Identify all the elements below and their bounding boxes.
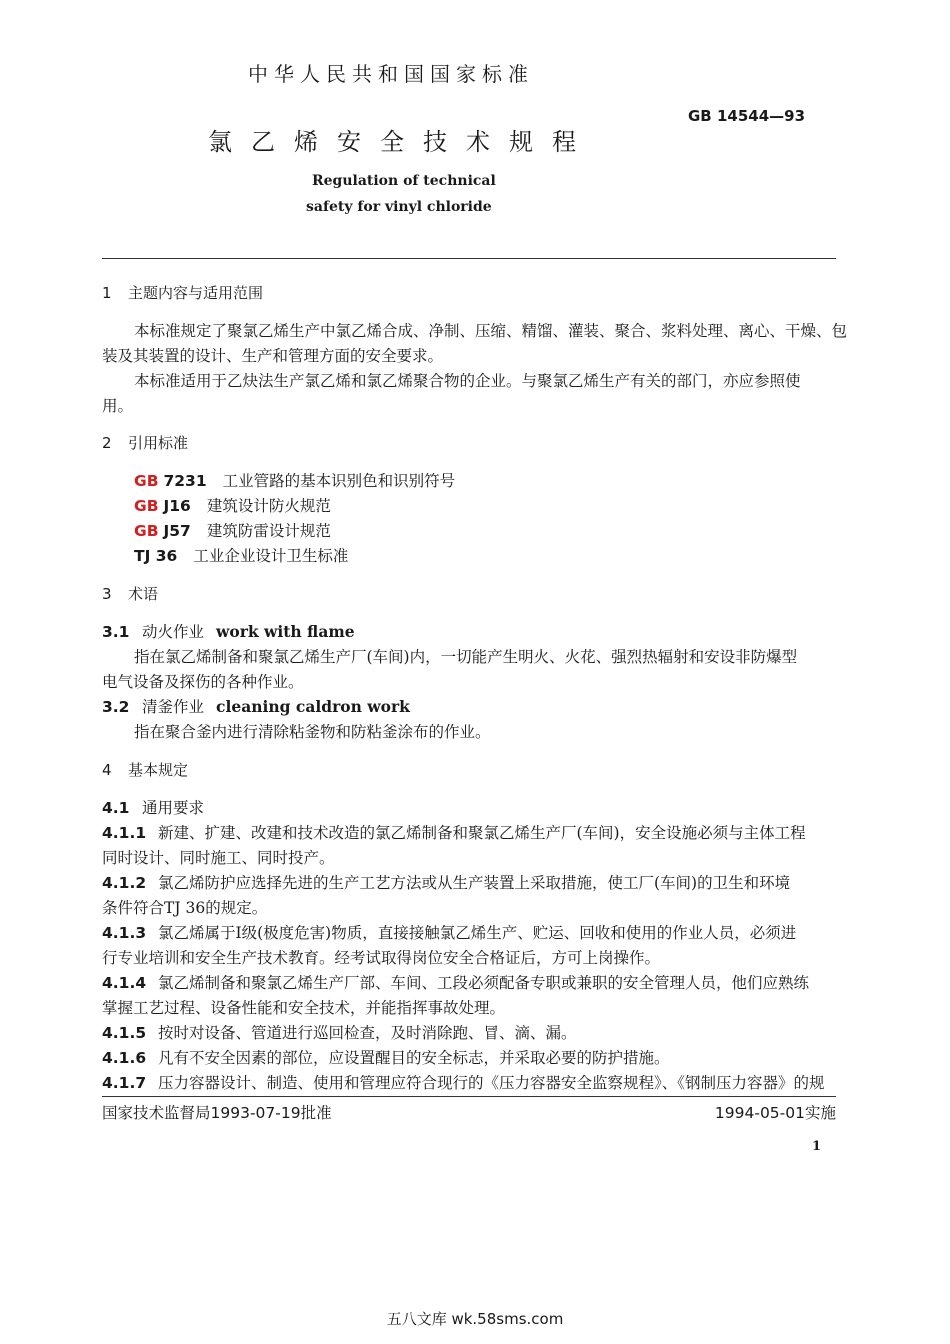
reference-item xyxy=(134,494,331,516)
reference-item xyxy=(134,519,331,541)
clause-text: 凡有不安全因素的部位，应设置醒目的安全标志，并采取必要的防护措施。 xyxy=(158,1049,670,1067)
page-number: 1 xyxy=(812,1139,822,1154)
clause-number: 4.1.4 xyxy=(102,974,147,992)
reference-item xyxy=(134,469,455,491)
clause-4-1-6 xyxy=(102,1046,670,1068)
reference-prefix: GB xyxy=(134,522,159,540)
section-title: 引用标准 xyxy=(128,434,189,452)
section-number: 2 xyxy=(102,434,112,452)
reference-item xyxy=(134,544,348,566)
clause-4-1-3-line-1 xyxy=(102,921,796,943)
clause-4-1-1-line-2: 同时设计、同时施工、同时投产。 xyxy=(102,849,335,867)
clause-text: 按时对设备、管道进行巡回检查，及时消除跑、冒、滴、漏。 xyxy=(158,1024,577,1042)
implementation-date: 1994-05-01实施 xyxy=(714,1104,836,1122)
standard-code: GB 14544—93 xyxy=(688,107,806,125)
reference-title: 工业管路的基本识别色和识别符号 xyxy=(222,472,456,490)
term-3-2-definition-line-1: 指在聚合釜内进行清除粘釜物和防粘釜涂布的作业。 xyxy=(134,723,491,741)
section-title: 术语 xyxy=(128,585,159,603)
section-1-paragraph-1-line-1: 本标准规定了聚氯乙烯生产中氯乙烯合成、净制、压缩、精馏、灌装、聚合、浆料处理、离心、干燥、包 xyxy=(134,322,848,340)
header-divider xyxy=(102,258,836,259)
clause-number: 4.1.5 xyxy=(102,1024,147,1042)
section-3-heading xyxy=(102,583,158,604)
clause-number: 4.1.1 xyxy=(102,824,147,842)
clause-4-1-4-line-1 xyxy=(102,971,809,993)
subsection-4-1-heading xyxy=(102,796,204,818)
term-3-1-definition-line-1: 指在氯乙烯制备和聚氯乙烯生产厂(车间)内，一切能产生明火、火花、强烈热辐射和安设非防爆型 xyxy=(134,648,798,666)
footer-divider xyxy=(102,1096,836,1097)
reference-prefix: GB xyxy=(134,497,159,515)
term-en: cleaning caldron work xyxy=(216,697,410,716)
reference-title: 建筑防雷设计规范 xyxy=(206,522,331,540)
clause-4-1-2-line-2: 条件符合TJ 36的规定。 xyxy=(102,899,268,917)
term-number: 3.2 xyxy=(102,698,130,716)
term-number: 3.1 xyxy=(102,623,130,641)
section-number: 1 xyxy=(102,284,112,302)
clause-text: 氯乙烯防护应选择先进的生产工艺方法或从生产装置上采取措施，使工厂(车间)的卫生和环境 xyxy=(158,874,791,892)
reference-code: TJ 36 xyxy=(134,547,178,565)
reference-title: 工业企业设计卫生标准 xyxy=(193,547,349,565)
subsection-title: 通用要求 xyxy=(142,799,205,817)
national-standard-header: 中华人民共和国国家标准 xyxy=(248,62,534,86)
reference-code: J57 xyxy=(163,522,191,540)
term-3-2-heading xyxy=(102,695,410,717)
site-watermark: 五八文库 wk.58sms.com xyxy=(386,1310,564,1328)
section-title: 基本规定 xyxy=(128,761,189,779)
reference-prefix: GB xyxy=(134,472,159,490)
clause-text: 氯乙烯制备和聚氯乙烯生产厂部、车间、工段必须配备专职或兼职的安全管理人员，他们应熟练 xyxy=(158,974,810,992)
clause-4-1-7 xyxy=(102,1071,825,1093)
section-4-heading xyxy=(102,759,188,780)
section-number: 3 xyxy=(102,585,112,603)
subsection-number: 4.1 xyxy=(102,799,130,817)
section-1-heading xyxy=(102,282,263,303)
clause-4-1-4-line-2: 掌握工艺过程、设备性能和安全技术，并能指挥事故处理。 xyxy=(102,999,506,1017)
term-3-1-definition-line-2: 电气设备及探伤的各种作业。 xyxy=(102,673,304,691)
clause-4-1-3-line-2: 行专业培训和安全生产技术教育。经考试取得岗位安全合格证后，方可上岗操作。 xyxy=(102,949,661,967)
section-1-paragraph-2-line-1: 本标准适用于乙炔法生产氯乙烯和氯乙烯聚合物的企业。与聚氯乙烯生产有关的部门，亦应参照使 xyxy=(134,372,801,390)
english-title-line-2: safety for vinyl chloride xyxy=(306,199,492,215)
term-en: work with flame xyxy=(216,622,355,641)
clause-number: 4.1.2 xyxy=(102,874,147,892)
section-number: 4 xyxy=(102,761,112,779)
clause-4-1-1-line-1 xyxy=(102,821,806,843)
document-title: 氯乙烯安全技术规程 xyxy=(208,128,595,156)
term-cn: 动火作业 xyxy=(142,623,205,641)
section-title: 主题内容与适用范围 xyxy=(128,284,264,302)
clause-number: 4.1.3 xyxy=(102,924,147,942)
approval-line: 国家技术监督局1993-07-19批准 xyxy=(102,1104,332,1122)
term-3-1-heading xyxy=(102,620,355,642)
clause-text: 压力容器设计、制造、使用和管理应符合现行的《压力容器安全监察规程》、《钢制压力容器》的规 xyxy=(158,1074,825,1092)
section-1-paragraph-2-line-2: 用。 xyxy=(102,397,134,415)
reference-title: 建筑设计防火规范 xyxy=(206,497,331,515)
clause-number: 4.1.7 xyxy=(102,1074,147,1092)
reference-code: 7231 xyxy=(163,472,207,490)
clause-number: 4.1.6 xyxy=(102,1049,147,1067)
clause-text: 新建、扩建、改建和技术改造的氯乙烯制备和聚氯乙烯生产厂(车间)，安全设施必须与主体工程 xyxy=(158,824,806,842)
clause-text: 氯乙烯属于Ⅰ级(极度危害)物质，直接接触氯乙烯生产、贮运、回收和使用的作业人员，必须进 xyxy=(158,924,797,942)
section-1-paragraph-1-line-2: 装及其装置的设计、生产和管理方面的安全要求。 xyxy=(102,347,444,365)
term-cn: 清釜作业 xyxy=(142,698,205,716)
clause-4-1-2-line-1 xyxy=(102,871,790,893)
clause-4-1-5 xyxy=(102,1021,577,1043)
reference-code: J16 xyxy=(163,497,191,515)
section-2-heading xyxy=(102,432,188,453)
english-title-line-1: Regulation of technical xyxy=(312,173,496,189)
